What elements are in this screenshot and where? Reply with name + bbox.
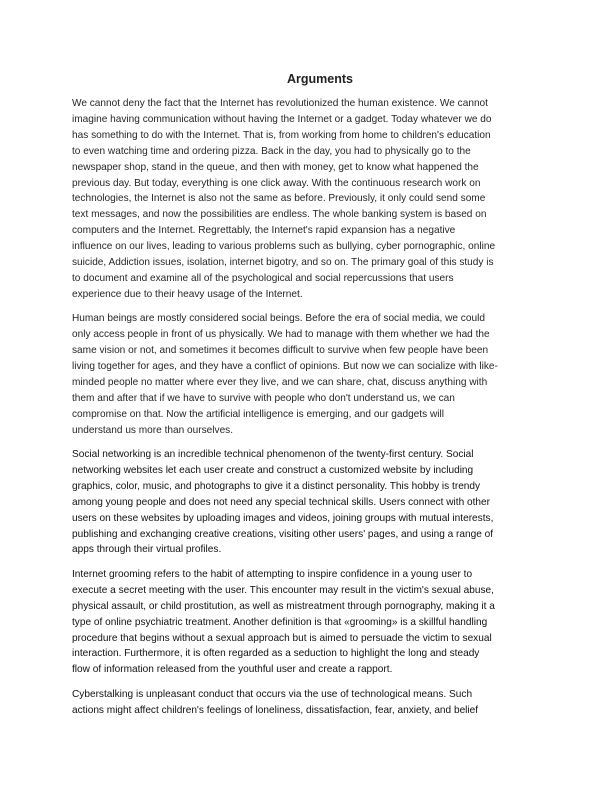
text-line: them and after that if we have to survive with people who don't understand us, we can xyxy=(72,392,455,404)
text-line: minded people no matter where ever they live, and we can share, chat, discuss anything with xyxy=(72,376,488,388)
text-line: only access people in front of us physically. We had to manage with them whether we had the xyxy=(72,329,490,341)
text-line: execute a secret meeting with the user. This encounter may result in the victim's sexual abuse, xyxy=(72,584,494,596)
text-line: apps through their virtual profiles. xyxy=(72,544,222,556)
text-line: influence on our lives, leading to various problems such as bullying, cyber pornographic, online xyxy=(72,241,496,253)
text-line: flow of information released from the youthful user and create a rapport. xyxy=(72,664,393,676)
text-line: We cannot deny the fact that the Internet has revolutionized the human existence. We cannot xyxy=(72,98,488,109)
text-line: newspaper shop, stand in the queue, and then with money, get to know what happened the xyxy=(72,161,479,173)
text-line: Cyberstalking is unpleasant conduct that occurs via the use of technological means. Such xyxy=(72,688,473,700)
text-line: networking websites let each user create and construct a customized website by including xyxy=(72,464,474,476)
text-line: physical assault, or child prostitution, as well as mistreatment through pornography, making it a xyxy=(72,600,495,612)
text-line: Human beings are mostly considered social beings. Before the era of social media, we could xyxy=(72,313,485,325)
text-line: suicide, Addiction issues, isolation, internet bigotry, and so on. The primary goal of this study is xyxy=(72,257,494,269)
text-line: actions might affect children's feelings of loneliness, dissatisfaction, fear, anxiety, and belief xyxy=(72,704,479,716)
text-line: understand us more than ourselves. xyxy=(72,424,234,436)
text-line: interaction. Furthermore, it is often regarded as a seduction to highlight the long and steady xyxy=(72,648,480,660)
text-line: text messages, and now the possibilities are endless. The whole banking system is based on xyxy=(72,209,487,221)
text-line: procedure that begins without a sexual approach but is aimed to persuade the victim to sexual xyxy=(72,632,492,644)
text-line: has something to do with the Internet. That is, from working from home to children's education xyxy=(72,129,491,141)
text-line: imagine having communication without having the Internet or a gadget. Today whatever we do xyxy=(72,113,492,125)
text-line: users on these websites by uploading images and videos, joining groups with mutual interests, xyxy=(72,512,494,524)
text-line: compromise on that. Now the artificial intelligence is emerging, and our gadgets will xyxy=(72,408,444,420)
text-line: same vision or not, and sometimes it becomes difficult to survive when few people have been xyxy=(72,345,489,357)
text-line: Social networking is an incredible technical phenomenon of the twenty-first century. Social xyxy=(72,449,474,461)
text-line: experience due to their heavy usage of the Internet. xyxy=(72,288,303,300)
paragraph xyxy=(72,567,547,678)
text-line: among young people and does not need any special technical skills. Users connect with other xyxy=(72,496,491,508)
paragraph xyxy=(72,687,547,719)
text-line: to document and examine all of the psychological and social repercussions that users xyxy=(72,272,454,284)
paragraph xyxy=(72,311,547,438)
text-line: publishing and exchanging creative creations, visiting other users' pages, and using a range of xyxy=(72,528,494,540)
text-line: technologies, the Internet is also not the same as before. Previously, it only could send some xyxy=(72,193,486,205)
paragraph xyxy=(72,447,547,558)
text-line: type of online psychiatric treatment. Another definition is that «grooming» is a skillful handling xyxy=(72,616,488,628)
text-line: graphics, color, music, and photographs to give it a distinct personality. This hobby is trendy xyxy=(72,480,481,492)
text-line: previous day. But today, everything is one click away. With the continuous research work on xyxy=(72,177,481,189)
document-body xyxy=(72,96,547,727)
page-title: Arguments xyxy=(287,72,353,86)
text-line: to even watching time and ordering pizza. Back in the day, you had to physically go to the xyxy=(72,145,471,157)
text-line: computers and the Internet. Regrettably, the Internet's rapid expansion has a negative xyxy=(72,225,456,237)
text-line: living together for ages, and they have a conflict of opinions. But now we can socialize with like- xyxy=(72,361,498,372)
text-line: Internet grooming refers to the habit of attempting to inspire confidence in a young user to xyxy=(72,568,473,580)
paragraph xyxy=(72,96,547,303)
